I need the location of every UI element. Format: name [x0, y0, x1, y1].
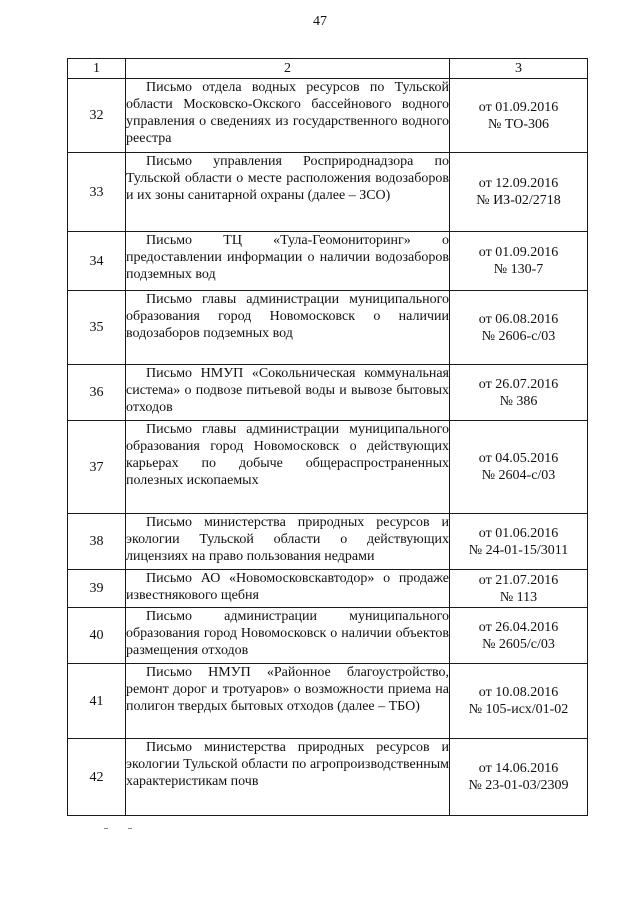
row-description: Письмо ТЦ «Тула-Геомониторинг» о предоставлении информации о наличии водозаборов подземных вод: [126, 232, 450, 291]
table-row: [68, 739, 588, 816]
row-number: 39: [68, 570, 126, 608]
reference-date: от 21.07.2016: [478, 572, 559, 588]
row-reference: [450, 739, 588, 816]
table-header-row: [68, 59, 588, 79]
row-reference: [450, 608, 588, 664]
reference-date: от 01.06.2016: [478, 525, 559, 541]
row-description: Письмо главы администрации муниципального образования город Новомосковск о действующих карьерах по добыче общераспространенных полезных ископаемых: [126, 421, 450, 514]
row-description: Письмо главы администрации муниципального образования город Новомосковск о наличии водозаборов подземных вод: [126, 291, 450, 365]
row-reference: [450, 514, 588, 570]
row-description: Письмо администрации муниципального образования город Новомосковск о наличии объектов размещения отходов: [126, 608, 450, 664]
row-number: 32: [68, 79, 126, 153]
column-header-3: 3: [450, 59, 588, 79]
row-description: Письмо отдела водных ресурсов по Тульской области Московско-Окского бассейнового водного управления о сведениях из государственного водного реестра: [126, 79, 450, 153]
document-table: [67, 58, 588, 816]
reference-number: № 105-исх/01-02: [468, 702, 569, 717]
column-header-1: 1: [68, 59, 126, 79]
reference-number: № 2605/с/03: [482, 636, 555, 652]
row-description: Письмо управления Росприроднадзора по Тульской области о месте расположения водозаборов и их зоны санитарной охраны (далее – ЗСО): [126, 153, 450, 232]
table-row: [68, 232, 588, 291]
scan-mark: [128, 828, 132, 829]
reference-date: от 26.04.2016: [478, 619, 559, 635]
reference-date: от 01.09.2016: [478, 99, 559, 115]
row-reference: [450, 291, 588, 365]
row-number: 37: [68, 421, 126, 514]
row-description: Письмо АО «Новомосковскавтодор» о продаже известнякового щебня: [126, 570, 450, 608]
table-row: [68, 79, 588, 153]
reference-number: № ИЗ-02/2718: [476, 193, 561, 208]
table-row: [68, 608, 588, 664]
column-header-2: 2: [126, 59, 450, 79]
reference-number: № 24-01-15/3011: [468, 542, 569, 558]
row-number: 34: [68, 232, 126, 291]
reference-number: № 130-7: [493, 262, 544, 277]
reference-date: от 06.08.2016: [478, 311, 559, 327]
row-reference: [450, 232, 588, 291]
reference-number: № 23-01-03/2309: [468, 778, 569, 793]
reference-date: от 26.07.2016: [478, 376, 559, 392]
page-number: 47: [313, 14, 327, 29]
row-description: Письмо министерства природных ресурсов и экологии Тульской области по агропроизводственным характеристикам почв: [126, 739, 450, 816]
reference-date: от 14.06.2016: [478, 761, 559, 776]
row-number: 33: [68, 153, 126, 232]
row-reference: [450, 421, 588, 514]
table-row: [68, 365, 588, 421]
table-row: [68, 291, 588, 365]
row-reference: [450, 79, 588, 153]
reference-date: от 04.05.2016: [478, 451, 559, 466]
row-reference: [450, 664, 588, 739]
reference-date: от 01.09.2016: [478, 245, 559, 260]
reference-number: № 2604-с/03: [481, 468, 556, 483]
row-reference: [450, 365, 588, 421]
table-row: [68, 570, 588, 608]
reference-number: № ТО-306: [488, 116, 549, 132]
reference-number: № 2606-с/03: [481, 328, 556, 344]
table-row: [68, 664, 588, 739]
row-number: 41: [68, 664, 126, 739]
reference-number: № 113: [499, 589, 538, 605]
row-description: Письмо министерства природных ресурсов и экологии Тульской области о действующих лицензиях на право пользования недрами: [126, 514, 450, 570]
row-number: 35: [68, 291, 126, 365]
row-number: 40: [68, 608, 126, 664]
row-reference: [450, 153, 588, 232]
row-description: Письмо НМУП «Сокольническая коммунальная система» о подвозе питьевой воды и вывозе бытовых отходов: [126, 365, 450, 421]
row-description: Письмо НМУП «Районное благоустройство, ремонт дорог и тротуаров» о возможности приема на полигон твердых бытовых отходов (далее – ТБО): [126, 664, 450, 739]
row-number: 36: [68, 365, 126, 421]
row-number: 38: [68, 514, 126, 570]
reference-number: № 386: [499, 393, 538, 409]
row-number: 42: [68, 739, 126, 816]
reference-date: от 10.08.2016: [478, 685, 559, 700]
table-row: [68, 514, 588, 570]
table-row: [68, 153, 588, 232]
row-reference: [450, 570, 588, 608]
reference-date: от 12.09.2016: [478, 176, 559, 191]
scan-mark: [104, 828, 108, 829]
table-row: [68, 421, 588, 514]
